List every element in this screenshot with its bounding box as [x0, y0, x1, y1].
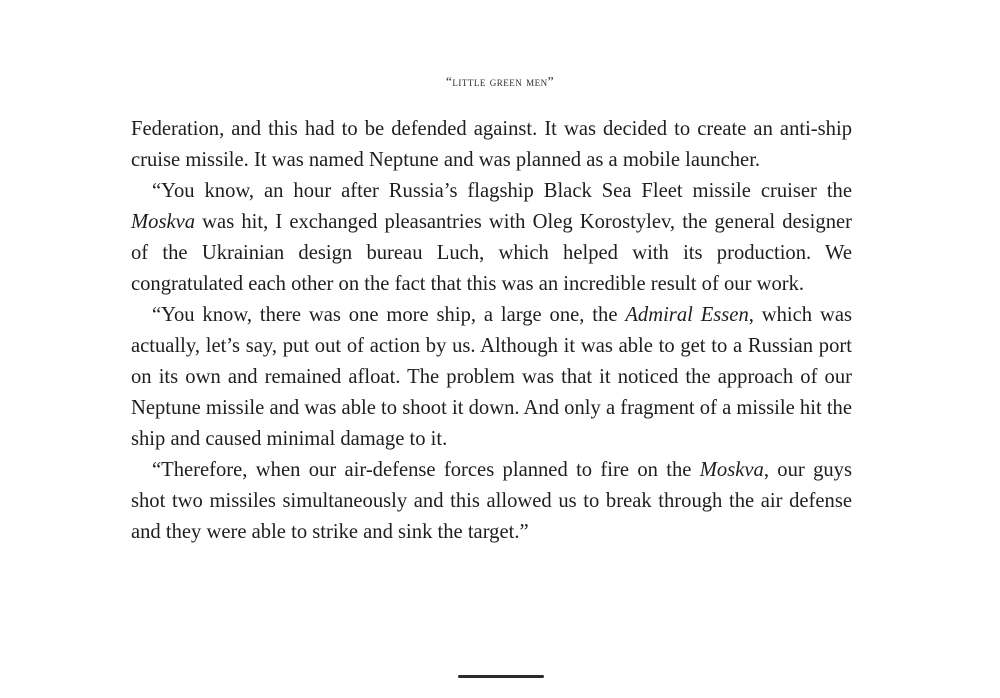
ship-name-admiral-essen: Admiral Essen: [625, 304, 749, 326]
paragraph-4-text-b: , our guys shot two missiles simultaneously and this allowed us to break through the air defense and they were able to strike and sink the target.”: [131, 459, 852, 543]
paragraph-3-text-a: “You know, there was one more ship, a large one, the: [152, 304, 626, 326]
paragraph-3-text-b: , which was actually, let’s say, put out of action by us. Although it was able to get to a Russian port on its own and remained afloat. The problem was that it noticed the approach of our Neptune missile and was able to shoot it down. And only a fragment of a missile hit the ship and caused minimal damage to it.: [131, 304, 852, 450]
paragraph-3: [131, 300, 852, 455]
paragraph-2: [131, 176, 852, 300]
paragraph-1: [131, 114, 852, 176]
paragraph-4: [131, 455, 852, 548]
ship-name-moskva: Moskva: [699, 459, 764, 481]
paragraph-1-text: Federation, and this had to be defended against. It was decided to create an anti-ship cruise missile. It was named Neptune and was planned as a mobile launcher.: [131, 118, 852, 171]
ship-name-moskva: Moskva: [131, 211, 196, 233]
paragraph-2-text-a: “You know, an hour after Russia’s flagship Black Sea Fleet missile cruiser the: [152, 180, 852, 202]
running-head: “little green men”: [445, 74, 555, 89]
section-divider-rule: [458, 675, 544, 678]
paragraph-2-text-b: was hit, I exchanged pleasantries with Oleg Korostylev, the general designer of the Ukrainian design bureau Luch, which helped with its production. We congratulated each other on the fact that this was an incredible result of our work.: [131, 211, 852, 295]
body-text: [131, 114, 852, 548]
paragraph-4-text-a: “Therefore, when our air-defense forces planned to fire on the: [152, 459, 700, 481]
